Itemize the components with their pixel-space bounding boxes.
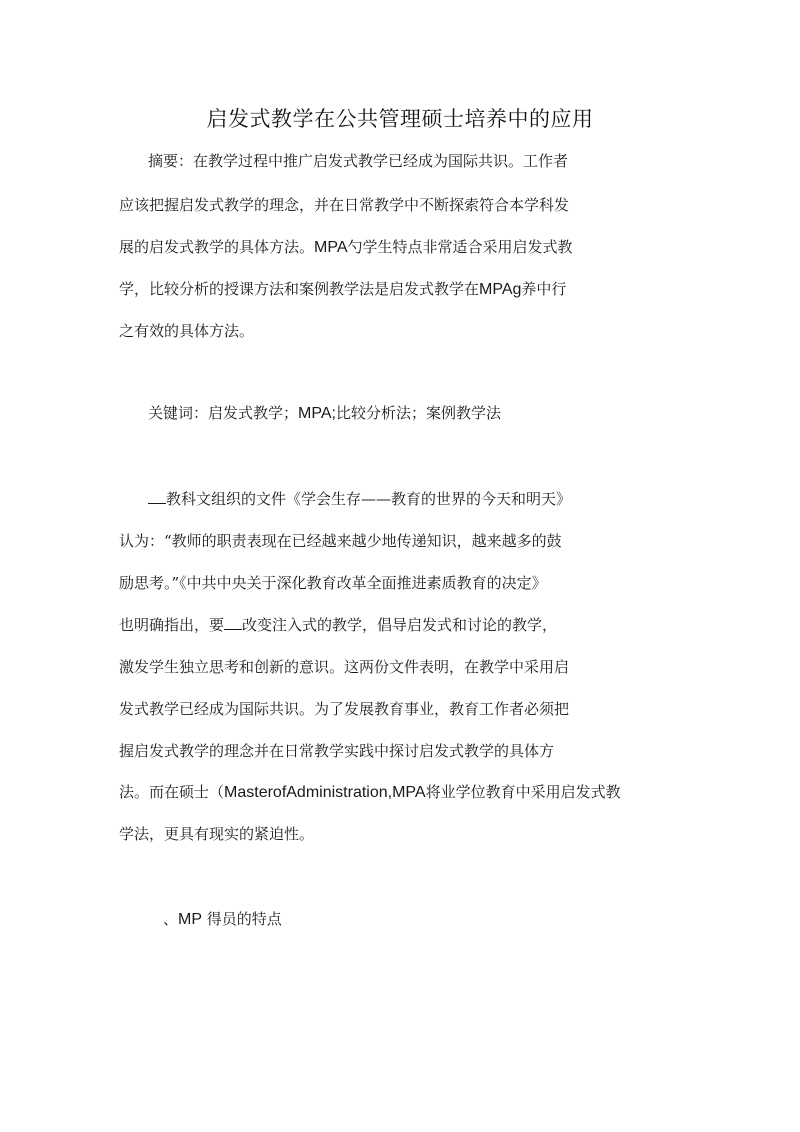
abstract-line: 之有效的具体方法。 xyxy=(119,322,255,340)
body-line: 法。而在硕士（MasterofAdministration,MPA将业学位教育中采用启发式教 xyxy=(119,783,621,801)
body-line: 教科文组织的文件《学会生存——教育的世界的今天和明天》 xyxy=(148,488,571,509)
section-heading: 、MP 得员的特点 xyxy=(163,910,282,928)
blank-underline xyxy=(224,615,242,630)
abstract-line: 展的启发式教学的具体方法。MPA勺学生特点非常适合采用启发式教 xyxy=(119,238,573,256)
abstract-line: 学，比较分析的授课方法和案例教学法是启发式教学在MPAg养中行 xyxy=(119,280,567,298)
body-line: 激发学生独立思考和创新的意识。这两份文件表明，在教学中采用启 xyxy=(119,658,570,676)
body-line: 励思考。”《中共中央关于深化教育改革全面推进素质教育的决定》 xyxy=(119,574,547,592)
body-line: 也明确指出，要 改变注入式的教学，倡导启发式和讨论的教学， xyxy=(119,616,558,634)
abstract-line: 应该把握启发式教学的理念，并在日常教学中不断探索符合本学科发 xyxy=(119,196,570,214)
body-line: 发式教学已经成为国际共识。为了发展教育事业，教育工作者必须把 xyxy=(119,700,570,718)
body-line: 握启发式教学的理念并在日常教学实践中探讨启发式教学的具体方 xyxy=(119,742,555,760)
document-title: 启发式教学在公共管理硕士培养中的应用 xyxy=(206,107,594,131)
abstract-line: 摘要：在教学过程中推广启发式教学已经成为国际共识。工作者 xyxy=(148,152,569,170)
blank-underline xyxy=(148,489,166,504)
keywords-line: 关键词：启发式教学；MPA;比较分析法；案例教学法 xyxy=(148,404,501,422)
body-line: 学法，更具有现实的紧迫性。 xyxy=(119,825,315,843)
body-line: 认为：“教师的职责表现在已经越来越少地传递知识，越来越多的鼓 xyxy=(119,532,562,550)
